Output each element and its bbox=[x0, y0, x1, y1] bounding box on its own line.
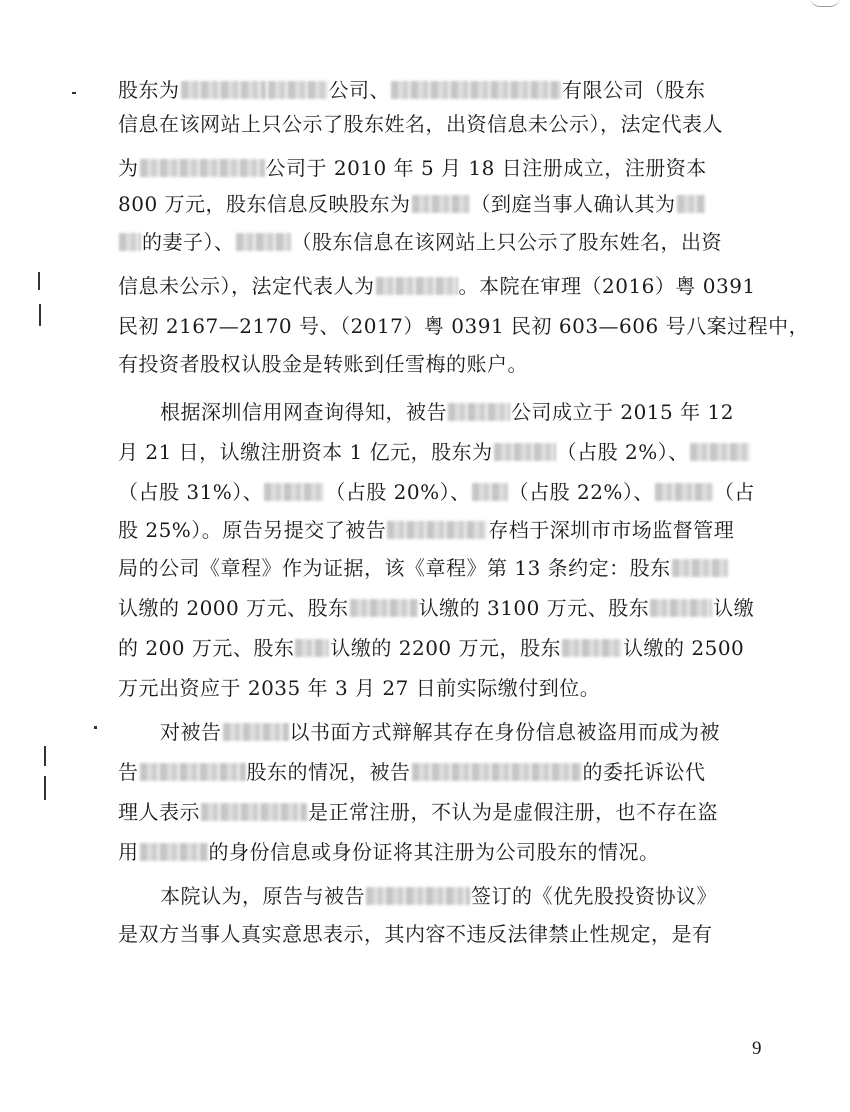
text-run: 的妻子）、 bbox=[142, 230, 235, 254]
text-run: 公司、 bbox=[328, 78, 390, 102]
text-run: 公司于 2010 年 5 月 18 日注册成立，注册资本 bbox=[265, 156, 707, 180]
text-run: （占股 31%）、 bbox=[118, 480, 264, 504]
text-line bbox=[118, 74, 706, 106]
text-run: 认缴的 2500 bbox=[623, 636, 745, 660]
redaction bbox=[494, 443, 556, 461]
redaction bbox=[391, 81, 561, 99]
text-run: 根据深圳信用网查询得知，被告 bbox=[160, 400, 447, 424]
redaction bbox=[655, 483, 713, 501]
text-run: 存档于深圳市市场监督管理 bbox=[488, 518, 735, 542]
redaction bbox=[140, 763, 246, 781]
text-run: 信息未公示），法定代表人为 bbox=[118, 274, 375, 298]
text-run: 用 bbox=[118, 840, 139, 864]
text-run: 的身份信息或身份证将其注册为公司股东的情况。 bbox=[208, 840, 660, 864]
text-line bbox=[160, 396, 734, 428]
text-line bbox=[160, 880, 717, 912]
text-run: （占股 20%）、 bbox=[325, 480, 471, 504]
text-run: 是正常注册，不认为是虚假注册，也不存在盗 bbox=[308, 800, 718, 824]
text-run: 800 万元，股东信息反映股东为 bbox=[118, 192, 411, 216]
text-run: 公司成立于 2015 年 12 bbox=[511, 400, 734, 424]
text-line bbox=[118, 918, 713, 950]
page-corner-mark bbox=[810, 0, 840, 7]
text-run: 以书面方式辩解其存在身份信息被盗用而成为被 bbox=[289, 720, 720, 744]
redaction bbox=[140, 843, 208, 861]
redaction bbox=[412, 763, 582, 781]
redaction bbox=[448, 403, 510, 421]
text-line bbox=[118, 108, 723, 140]
text-run: （股东信息在该网站上只公示了股东姓名，出资 bbox=[291, 230, 722, 254]
text-line bbox=[118, 348, 528, 380]
text-run: 局的公司《章程》作为证据，该《章程》第 13 条约定：股东 bbox=[118, 556, 671, 580]
text-run: 月 21 日，认缴注册资本 1 亿元，股东为 bbox=[118, 440, 493, 464]
text-line bbox=[118, 188, 706, 220]
text-line bbox=[118, 436, 751, 468]
text-run: 理人表示 bbox=[118, 800, 200, 824]
text-line bbox=[160, 716, 720, 748]
redaction bbox=[562, 639, 622, 657]
scan-mark bbox=[38, 272, 40, 290]
text-run: 本院认为，原告与被告 bbox=[160, 884, 365, 908]
text-run: 的委托诉讼代 bbox=[582, 760, 706, 784]
text-run: 的 200 万元、股东 bbox=[118, 636, 295, 660]
redaction bbox=[201, 803, 307, 821]
text-run: 股 25%）。原告另提交了被告 bbox=[118, 518, 387, 542]
redaction bbox=[650, 599, 712, 617]
redaction bbox=[472, 483, 508, 501]
redaction bbox=[119, 233, 141, 251]
text-run: 认缴的 2200 万元，股东 bbox=[330, 636, 562, 660]
text-run: 签订的《优先股投资协议》 bbox=[471, 884, 717, 908]
scan-mark bbox=[39, 304, 41, 326]
page-number: 9 bbox=[752, 1038, 762, 1059]
scan-mark bbox=[94, 726, 97, 729]
text-line bbox=[118, 592, 754, 624]
scan-mark bbox=[44, 746, 46, 766]
text-run: 认缴的 2000 万元、股东 bbox=[118, 596, 349, 620]
text-run: （占股 2%）、 bbox=[556, 440, 689, 464]
text-run: （占 bbox=[713, 480, 755, 504]
text-line bbox=[118, 270, 756, 302]
text-line bbox=[118, 796, 718, 828]
text-run: 信息在该网站上只公示了股东姓名，出资信息未公示），法定代表人 bbox=[118, 112, 723, 136]
redaction bbox=[366, 887, 470, 905]
text-run: 万元出资应于 2035 年 3 月 27 日前实际缴付到位。 bbox=[118, 676, 601, 700]
redaction bbox=[181, 81, 266, 99]
redaction bbox=[376, 277, 458, 295]
text-line bbox=[118, 756, 706, 788]
text-run: 是双方当事人真实意思表示，其内容不违反法律禁止性规定，是有 bbox=[118, 922, 713, 946]
text-line bbox=[118, 552, 729, 584]
text-run: （到庭当事人确认其为 bbox=[470, 192, 676, 216]
text-run: 对被告 bbox=[160, 720, 222, 744]
scan-mark bbox=[72, 92, 76, 94]
redaction bbox=[140, 159, 265, 177]
redaction bbox=[223, 723, 289, 741]
text-run: 有限公司（股东 bbox=[562, 78, 706, 102]
redaction bbox=[295, 639, 329, 657]
redaction bbox=[677, 195, 705, 213]
text-line bbox=[118, 632, 744, 664]
text-line bbox=[118, 310, 809, 342]
text-run: 为 bbox=[118, 156, 139, 180]
text-line bbox=[118, 836, 660, 868]
text-run: 股东为 bbox=[118, 78, 180, 102]
redaction bbox=[690, 443, 750, 461]
redaction bbox=[268, 81, 328, 99]
text-run: 有投资者股权认股金是转账到任雪梅的账户。 bbox=[118, 352, 528, 376]
redaction bbox=[350, 599, 418, 617]
text-run: （占股 22%）、 bbox=[508, 480, 654, 504]
redaction bbox=[387, 521, 487, 539]
text-line bbox=[118, 226, 722, 258]
redaction bbox=[236, 233, 291, 251]
text-run: 告 bbox=[118, 760, 139, 784]
text-run: 认缴 bbox=[713, 596, 755, 620]
text-run: 股东的情况，被告 bbox=[246, 760, 411, 784]
redaction bbox=[264, 483, 324, 501]
text-run: 。本院在审理（2016）粤 0391 bbox=[458, 274, 756, 298]
text-line bbox=[118, 514, 734, 546]
text-run: 民初 2167—2170 号、（2017）粤 0391 民初 603—606 号八案过程中， bbox=[118, 314, 810, 338]
redaction bbox=[672, 559, 728, 577]
text-line bbox=[118, 152, 707, 184]
text-line bbox=[118, 476, 755, 508]
redaction bbox=[412, 195, 470, 213]
text-line bbox=[118, 672, 600, 704]
scan-mark bbox=[44, 776, 46, 800]
text-run: 认缴的 3100 万元、股东 bbox=[418, 596, 650, 620]
